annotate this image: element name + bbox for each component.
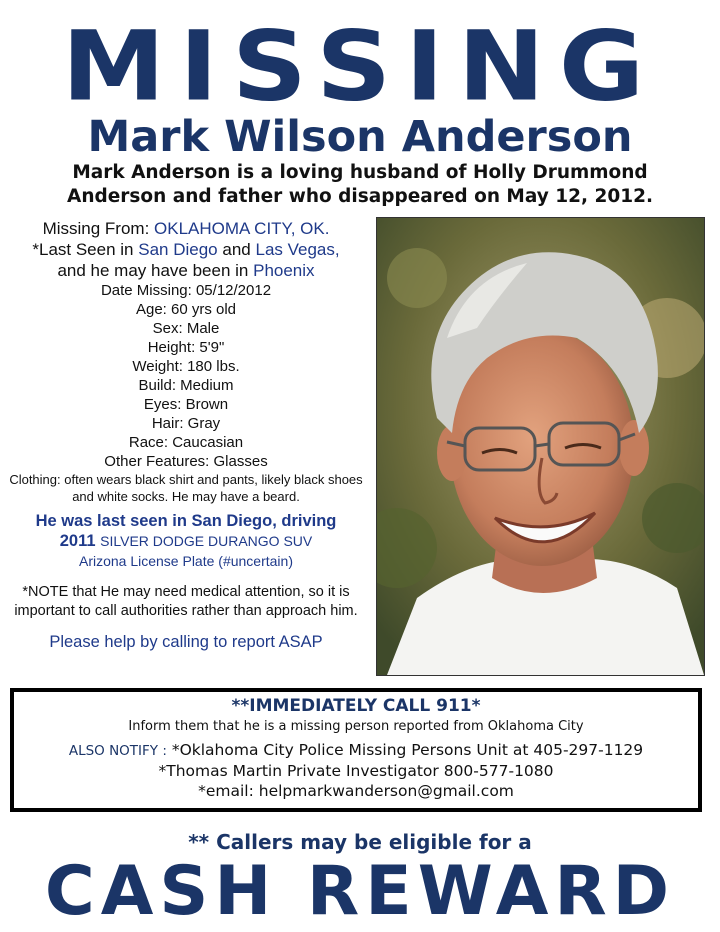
inform-text: Inform them that he is a missing person reported from Oklahoma City bbox=[128, 719, 584, 734]
contact-police: *Oklahoma City Police Missing Persons Unit at 405-297-1129 bbox=[171, 741, 644, 759]
vehicle-line-1: He was last seen in San Diego, driving bbox=[35, 512, 337, 530]
call-911-heading: **IMMEDIATELY CALL 911* bbox=[231, 696, 481, 716]
also-notify-label: ALSO NOTIFY : bbox=[68, 743, 167, 759]
vehicle-model: SILVER DODGE DURANGO SUV bbox=[100, 533, 313, 549]
sex: Sex: Male bbox=[152, 320, 220, 337]
contact-investigator: *Thomas Martin Private Investigator 800-577-1080 bbox=[158, 762, 554, 780]
date-missing: Date Missing: 05/12/2012 bbox=[100, 282, 272, 299]
height: Height: 5'9" bbox=[147, 339, 225, 356]
last-seen-place-2: Las Vegas, bbox=[255, 240, 340, 259]
vehicle-year: 2011 bbox=[59, 532, 96, 550]
build: Build: Medium bbox=[138, 377, 234, 394]
help-call-to-action: Please help by calling to report ASAP bbox=[49, 633, 323, 651]
vehicle-info bbox=[8, 511, 364, 571]
age: Age: 60 yrs old bbox=[135, 301, 237, 318]
missing-person-name: Mark Wilson Anderson bbox=[87, 112, 633, 162]
missing-from-line bbox=[8, 218, 364, 239]
details-column bbox=[8, 218, 364, 653]
callers-eligible-text: ** Callers may be eligible for a bbox=[188, 830, 532, 854]
missing-from-value: OKLAHOMA CITY, OK. bbox=[154, 219, 330, 238]
contact-row-1 bbox=[14, 740, 698, 761]
missing-from-label: Missing From: bbox=[42, 219, 150, 238]
may-have-been-line bbox=[8, 260, 364, 281]
last-seen-prefix: *Last Seen in bbox=[32, 240, 134, 259]
last-seen-line bbox=[8, 239, 364, 260]
contact-notice-box bbox=[10, 688, 702, 812]
vehicle-plate: Arizona License Plate (#uncertain) bbox=[78, 553, 293, 569]
race: Race: Caucasian bbox=[128, 434, 244, 451]
may-have-been-text: and he may have been in bbox=[57, 261, 249, 280]
clothing: Clothing: often wears black shirt and pants, likely black shoes and white socks. He may have a beard. bbox=[9, 472, 363, 504]
eyes: Eyes: Brown bbox=[143, 396, 229, 413]
hair: Hair: Gray bbox=[151, 415, 221, 432]
medical-note: *NOTE that He may need medical attention, so it is important to call authorities rather than approach him. bbox=[14, 584, 358, 619]
last-seen-place-1: San Diego bbox=[138, 240, 218, 259]
contact-email: *email: helpmarkwanderson@gmail.com bbox=[198, 782, 514, 800]
summary-text: Mark Anderson is a loving husband of Holly Drummond Anderson and father who disappeared on May 12, 2012. bbox=[67, 162, 653, 207]
portrait-illustration bbox=[377, 218, 704, 675]
vehicle-line-2 bbox=[8, 531, 364, 551]
headline-missing: MISSING bbox=[61, 9, 659, 123]
other-features: Other Features: Glasses bbox=[104, 453, 268, 470]
may-have-been-place: Phoenix bbox=[253, 261, 315, 280]
last-seen-and: and bbox=[222, 240, 251, 259]
missing-person-photo bbox=[376, 217, 705, 676]
cash-reward-heading: CASH REWARD bbox=[44, 852, 676, 931]
weight: Weight: 180 lbs. bbox=[132, 358, 240, 375]
